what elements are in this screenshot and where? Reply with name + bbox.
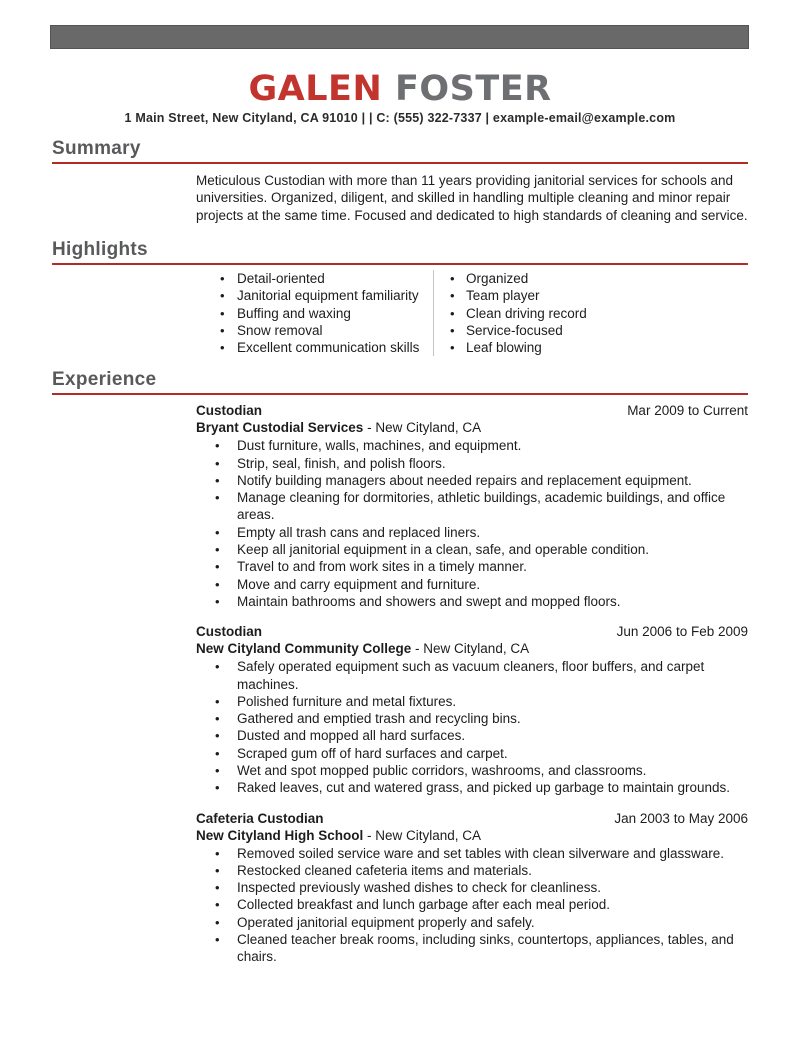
job-duties-list xyxy=(196,658,748,796)
job-dates: Jun 2006 to Feb 2009 xyxy=(616,624,748,640)
contact-info: 1 Main Street, New Cityland, CA 91010 | | C: (555) 322-7337 | example-email@example.com xyxy=(124,111,676,125)
highlight-item: • Service-focused xyxy=(434,322,587,339)
job-employer: New Cityland Community College xyxy=(196,641,412,657)
summary-text: Meticulous Custodian with more than 11 years providing janitorial services for schools and universities. Organized, diligent, and skilled in handling multiple cleaning and minor repair projects at the same time. Focused and dedicated to high standards of cleaning and service. xyxy=(196,173,748,223)
highlight-item: • Clean driving record xyxy=(434,305,587,322)
summary-section xyxy=(52,138,748,224)
job-employer: Bryant Custodial Services xyxy=(196,420,364,436)
job-location: - New Cityland, CA xyxy=(367,420,482,436)
highlight-item: • Leaf blowing xyxy=(434,339,587,356)
job-duty: • Move and carry equipment and furniture. xyxy=(196,576,748,593)
job-duty: • Raked leaves, cut and watered grass, and picked up garbage to maintain grounds. xyxy=(196,779,748,796)
job-duty: • Keep all janitorial equipment in a clean, safe, and operable condition. xyxy=(196,541,748,558)
experience-section xyxy=(52,369,748,965)
highlight-item: • Organized xyxy=(434,270,587,287)
highlights-rule xyxy=(52,263,748,265)
job-duty: • Dust furniture, walls, machines, and equipment. xyxy=(196,437,748,454)
highlight-item: • Buffing and waxing xyxy=(196,305,433,322)
summary-rule xyxy=(52,162,748,164)
job-duty: • Wet and spot mopped public corridors, washrooms, and classrooms. xyxy=(196,762,748,779)
job-dates: Jan 2003 to May 2006 xyxy=(614,810,748,826)
job-duty: • Cleaned teacher break rooms, including sinks, countertops, appliances, tables, and chairs. xyxy=(196,931,748,966)
job-header xyxy=(196,810,748,827)
job-duties-list xyxy=(196,437,748,610)
job-employer: New Cityland High School xyxy=(196,827,364,843)
job-duty: • Operated janitorial equipment properly and safely. xyxy=(196,914,748,931)
highlight-item: • Janitorial equipment familiarity xyxy=(196,287,433,304)
highlights-column-2 xyxy=(433,270,587,356)
job-duty: • Maintain bathrooms and showers and swept and mopped floors. xyxy=(196,593,748,610)
candidate-first-name: GALEN xyxy=(248,69,383,109)
job-entry-3 xyxy=(196,810,748,966)
job-duty: • Polished furniture and metal fixtures. xyxy=(196,693,748,710)
experience-heading: Experience xyxy=(52,369,157,391)
job-duty: • Notify building managers about needed repairs and replacement equipment. xyxy=(196,472,748,489)
resume-page xyxy=(0,25,800,966)
job-header xyxy=(196,623,748,640)
summary-heading: Summary xyxy=(52,138,141,159)
highlights-heading: Highlights xyxy=(52,239,148,261)
job-location: - New Cityland, CA xyxy=(367,827,482,843)
job-duty: • Collected breakfast and lunch garbage after each meal period. xyxy=(196,896,748,913)
job-title: Custodian xyxy=(196,403,262,419)
job-title: Cafeteria Custodian xyxy=(196,810,324,826)
job-location: - New Cityland, CA xyxy=(415,641,530,657)
highlight-item: • Snow removal xyxy=(196,322,433,339)
job-entry-1 xyxy=(196,402,748,610)
job-duty: • Scraped gum off of hard surfaces and carpet. xyxy=(196,745,748,762)
job-duty: • Inspected previously washed dishes to check for cleanliness. xyxy=(196,879,748,896)
header-accent-bar xyxy=(50,25,749,49)
highlight-item: • Excellent communication skills xyxy=(196,339,433,356)
experience-rule xyxy=(52,393,748,395)
job-duty: • Restocked cleaned cafeteria items and materials. xyxy=(196,862,748,879)
highlights-column-1 xyxy=(196,270,433,356)
highlight-item: • Detail-oriented xyxy=(196,270,433,287)
job-duty: • Manage cleaning for dormitories, athletic buildings, academic buildings, and office areas. xyxy=(196,489,748,524)
job-duty: • Removed soiled service ware and set tables with clean silverware and glassware. xyxy=(196,845,748,862)
candidate-last-name: FOSTER xyxy=(394,69,552,109)
job-duty: • Dusted and mopped all hard surfaces. xyxy=(196,727,748,744)
job-employer-line xyxy=(196,640,748,657)
highlights-columns xyxy=(196,270,748,356)
highlight-item: • Team player xyxy=(434,287,587,304)
job-duty: • Gathered and emptied trash and recycling bins. xyxy=(196,710,748,727)
highlights-section xyxy=(52,239,748,356)
job-duty: • Travel to and from work sites in a timely manner. xyxy=(196,558,748,575)
job-title: Custodian xyxy=(196,624,262,640)
job-duty: • Strip, seal, finish, and polish floors. xyxy=(196,455,748,472)
job-duty: • Safely operated equipment such as vacuum cleaners, floor buffers, and carpet machines. xyxy=(196,658,748,693)
job-header xyxy=(196,402,748,419)
job-duty: • Empty all trash cans and replaced liners. xyxy=(196,524,748,541)
job-entry-2 xyxy=(196,623,748,796)
job-employer-line xyxy=(196,419,748,436)
candidate-name xyxy=(52,69,748,109)
job-dates: Mar 2009 to Current xyxy=(627,403,748,419)
job-employer-line xyxy=(196,827,748,844)
job-duties-list xyxy=(196,845,748,966)
